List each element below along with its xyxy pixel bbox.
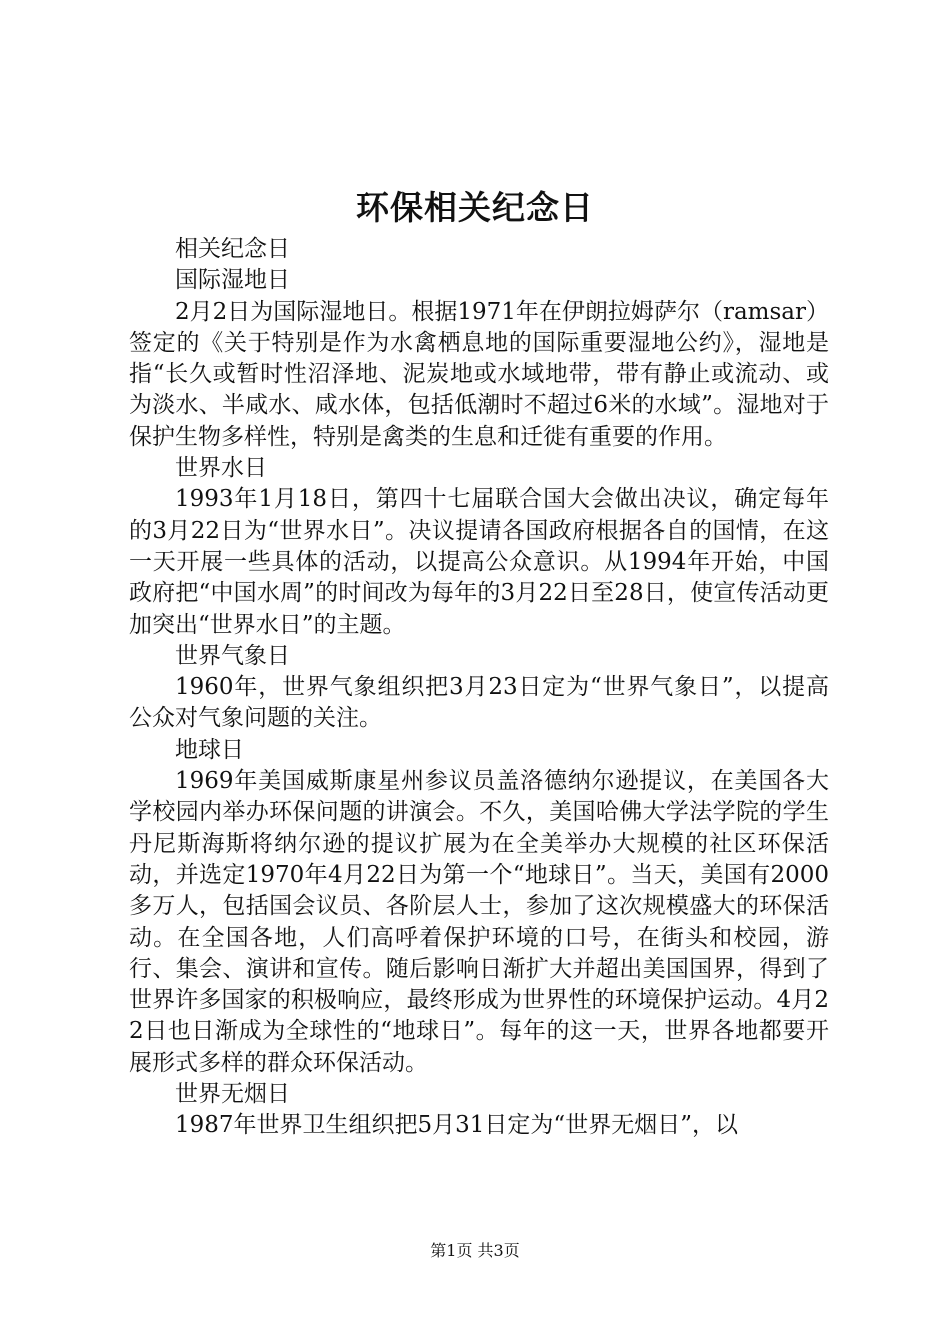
paragraph: 1960年，世界气象组织把3月23日定为“世界气象日”，以提高公众对气象问题的关注。 xyxy=(129,674,829,732)
paragraph: 2月2日为国际湿地日。根据1971年在伊朗拉姆萨尔（ramsar）签定的《关于特别是作为水禽栖息地的国际重要湿地公约》，湿地是指“长久或暂时性沼泽地、泥炭地或水域地带，带有静止或流动、或为淡水、半咸水、咸水体，包括低潮时不超过6米的水域”。湿地对于保护生物多样性，特别是禽类的生息和迁徙有重要的作用。 xyxy=(129,298,829,450)
section-heading: 地球日 xyxy=(175,736,244,763)
document-body xyxy=(129,234,829,1142)
section-heading: 世界无烟日 xyxy=(175,1081,290,1108)
paragraph: 1969年美国威斯康星州参议员盖洛德纳尔逊提议，在美国各大学校园内举办环保问题的讲演会。不久，美国哈佛大学法学院的学生丹尼斯海斯将纳尔逊的提议扩展为在全美举办大规模的社区环保活动，并选定1970年4月22日为第一个“地球日”。当天，美国有2000多万人，包括国会议员、各阶层人士，参加了这次规模盛大的环保活动。在全国各地，人们高呼着保护环境的口号，在街头和校园，游行、集会、演讲和宣传。随后影响日渐扩大并超出美国国界，得到了世界许多国家的积极响应，最终形成为世界性的环境保护运动。4月22日也日渐成为全球性的“地球日”。每年的这一天，世界各地都要开展形式多样的群众环保活动。 xyxy=(129,768,829,1076)
section-heading: 世界水日 xyxy=(175,455,267,482)
document-title: 环保相关纪念日 xyxy=(356,188,594,227)
section-heading: 国际湿地日 xyxy=(175,267,290,294)
page-footer: 第1页 共3页 xyxy=(430,1241,520,1260)
section-heading: 相关纪念日 xyxy=(175,236,290,262)
paragraph: 1993年1月18日，第四十七届联合国大会做出决议，确定每年的3月22日为“世界水日”。决议提请各国政府根据各自的国情，在这一天开展一些具体的活动，以提高公众意识。从1994年开始，中国政府把“中国水周”的时间改为每年的3月22日至28日，使宣传活动更加突出“世界水日”的主题。 xyxy=(129,486,829,638)
section-heading: 世界气象日 xyxy=(175,642,290,669)
paragraph: 1987年世界卫生组织把5月31日定为“世界无烟日”，以 xyxy=(175,1112,738,1139)
